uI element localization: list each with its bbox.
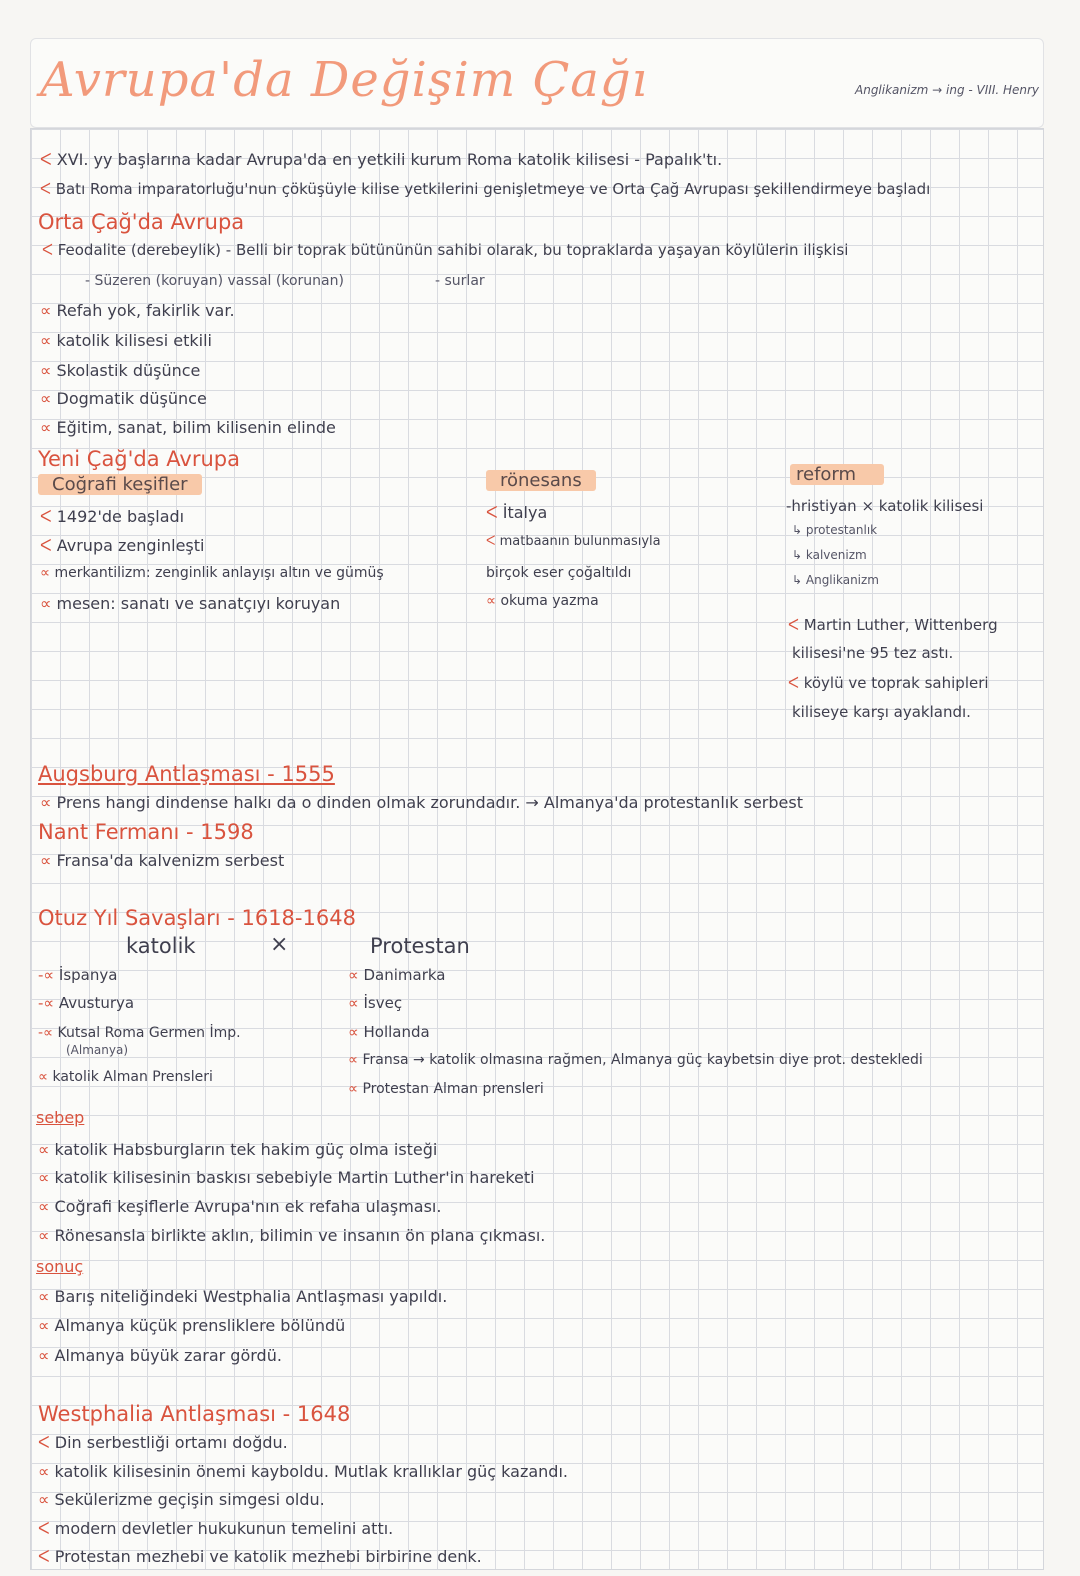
heading-sebep: sebep bbox=[36, 1108, 85, 1127]
protestan-label: Protestan bbox=[370, 934, 470, 958]
ronesans-item: ᐸ matbaanın bulunmasıyla bbox=[486, 534, 661, 549]
cografi-item: ∝ merkantilizm: zenginlik anlayışı altın ve gümüş bbox=[40, 565, 384, 581]
westphalia-item: ᐸ Din serbestliği ortamı doğdu. bbox=[38, 1433, 288, 1452]
katolik-item: -∝ Kutsal Roma Germen İmp. bbox=[38, 1025, 241, 1041]
reform-line: ↳ Anglikanizm bbox=[792, 573, 879, 587]
sonuc-item: ∝ Almanya küçük prensliklere bölündü bbox=[38, 1316, 346, 1335]
sebep-item: ∝ katolik Habsburgların tek hakim güç olma isteği bbox=[38, 1140, 438, 1159]
protestan-item: ∝ Protestan Alman prensleri bbox=[348, 1081, 544, 1097]
katolik-item: (Almanya) bbox=[66, 1043, 129, 1057]
sonuc-item: ∝ Barış niteliğindeki Westphalia Antlaşması yapıldı. bbox=[38, 1287, 448, 1306]
heading-otuz-yil: Otuz Yıl Savaşları - 1618-1648 bbox=[38, 906, 356, 930]
nant-text: ∝ Fransa'da kalvenizm serbest bbox=[40, 851, 285, 870]
augsburg-text: ∝ Prens hangi dindense halkı da o dinden olmak zorundadır. → Almanya'da protestanlık serbest bbox=[40, 793, 803, 812]
heading-westphalia: Westphalia Antlaşması - 1648 bbox=[38, 1402, 351, 1426]
reform-line: ᐸ köylü ve toprak sahipleri bbox=[788, 674, 989, 692]
intro-line-2: ᐸ Batı Roma imparatorluğu'nun çöküşüyle kilise yetkilerini genişletmeye ve Orta Çağ Avrupası şekillendirmeye başladı bbox=[40, 180, 931, 198]
orta-cag-item: ∝ Skolastik düşünce bbox=[40, 361, 201, 380]
corner-note: Anglikanizm → ing - VIII. Henry bbox=[855, 83, 1040, 97]
ronesans-item: ᐸ İtalya bbox=[486, 503, 548, 522]
reform-line: ᐸ Martin Luther, Wittenberg bbox=[788, 616, 998, 634]
cografi-label: Coğrafi keşifler bbox=[38, 476, 202, 494]
heading-augsburg: Augsburg Antlaşması - 1555 bbox=[38, 762, 335, 786]
surlar-line: - surlar bbox=[435, 273, 485, 289]
reform-line: ↳ protestanlık bbox=[792, 523, 878, 537]
reform-line: ↳ kalvenizm bbox=[792, 548, 867, 562]
katolik-item: -∝ İspanya bbox=[38, 966, 118, 984]
westphalia-item: ᐸ Protestan mezhebi ve katolik mezhebi birbirine denk. bbox=[38, 1547, 482, 1566]
reform-label: reform bbox=[790, 466, 884, 484]
page-title: Avrupa'da Değişim Çağı bbox=[40, 52, 648, 108]
ronesans-label: rönesans bbox=[486, 472, 596, 490]
katolik-item: ∝ katolik Alman Prensleri bbox=[38, 1069, 213, 1085]
westphalia-item: ∝ Sekülerizme geçişin simgesi oldu. bbox=[38, 1490, 325, 1509]
orta-cag-item: ∝ Dogmatik düşünce bbox=[40, 389, 207, 408]
reform-line: kilisesi'ne 95 tez astı. bbox=[792, 644, 954, 662]
reform-line: kiliseye karşı ayaklandı. bbox=[792, 703, 971, 721]
protestan-item: ∝ Danimarka bbox=[348, 966, 446, 984]
westphalia-item: ᐸ modern devletler hukukunun temelini attı. bbox=[38, 1519, 394, 1538]
ronesans-item: birçok eser çoğaltıldı bbox=[486, 565, 632, 581]
katolik-item: -∝ Avusturya bbox=[38, 994, 135, 1012]
sebep-item: ∝ Rönesansla birlikte aklın, bilimin ve insanın ön plana çıkması. bbox=[38, 1226, 546, 1245]
heading-sonuc: sonuç bbox=[36, 1257, 84, 1276]
heading-yeni-cag: Yeni Çağ'da Avrupa bbox=[38, 447, 240, 471]
sebep-item: ∝ katolik kilisesinin baskısı sebebiyle Martin Luther'in hareketi bbox=[38, 1168, 535, 1187]
vs-mark: × bbox=[270, 932, 289, 957]
reform-line: -hristiyan × katolik kilisesi bbox=[786, 497, 984, 515]
orta-cag-item: ∝ Eğitim, sanat, bilim kilisenin elinde bbox=[40, 418, 336, 437]
sonuc-item: ∝ Almanya büyük zarar gördü. bbox=[38, 1346, 282, 1365]
orta-cag-item: ∝ Refah yok, fakirlik var. bbox=[40, 301, 235, 320]
sebep-item: ∝ Coğrafi keşiflerle Avrupa'nın ek refaha ulaşması. bbox=[38, 1197, 442, 1216]
feodalite-line: ᐸ Feodalite (derebeylik) - Belli bir toprak bütününün sahibi olarak, bu topraklarda yaşayan köylülerin ilişkisi bbox=[42, 241, 849, 259]
protestan-item: ∝ İsveç bbox=[348, 994, 403, 1012]
protestan-item: ∝ Fransa → katolik olmasına rağmen, Almanya güç kaybetsin diye prot. destekledi bbox=[348, 1052, 923, 1068]
suzeren-line: - Süzeren (koruyan) vassal (korunan) bbox=[85, 273, 344, 289]
katolik-label: katolik bbox=[126, 934, 196, 958]
intro-line-1: ᐸ XVI. yy başlarına kadar Avrupa'da en yetkili kurum Roma katolik kilisesi - Papalık'tı. bbox=[40, 150, 723, 169]
cografi-item: ᐸ Avrupa zenginleşti bbox=[40, 536, 205, 555]
heading-orta-cag: Orta Çağ'da Avrupa bbox=[38, 210, 245, 234]
ronesans-item: ∝ okuma yazma bbox=[486, 593, 599, 609]
protestan-item: ∝ Hollanda bbox=[348, 1023, 430, 1041]
orta-cag-item: ∝ katolik kilisesi etkili bbox=[40, 331, 212, 350]
cografi-item: ∝ mesen: sanatı ve sanatçıyı koruyan bbox=[40, 594, 341, 613]
cografi-item: ᐸ 1492'de başladı bbox=[40, 507, 185, 526]
westphalia-item: ∝ katolik kilisesinin önemi kayboldu. Mutlak krallıklar güç kazandı. bbox=[38, 1462, 568, 1481]
heading-nant: Nant Fermanı - 1598 bbox=[38, 820, 254, 844]
